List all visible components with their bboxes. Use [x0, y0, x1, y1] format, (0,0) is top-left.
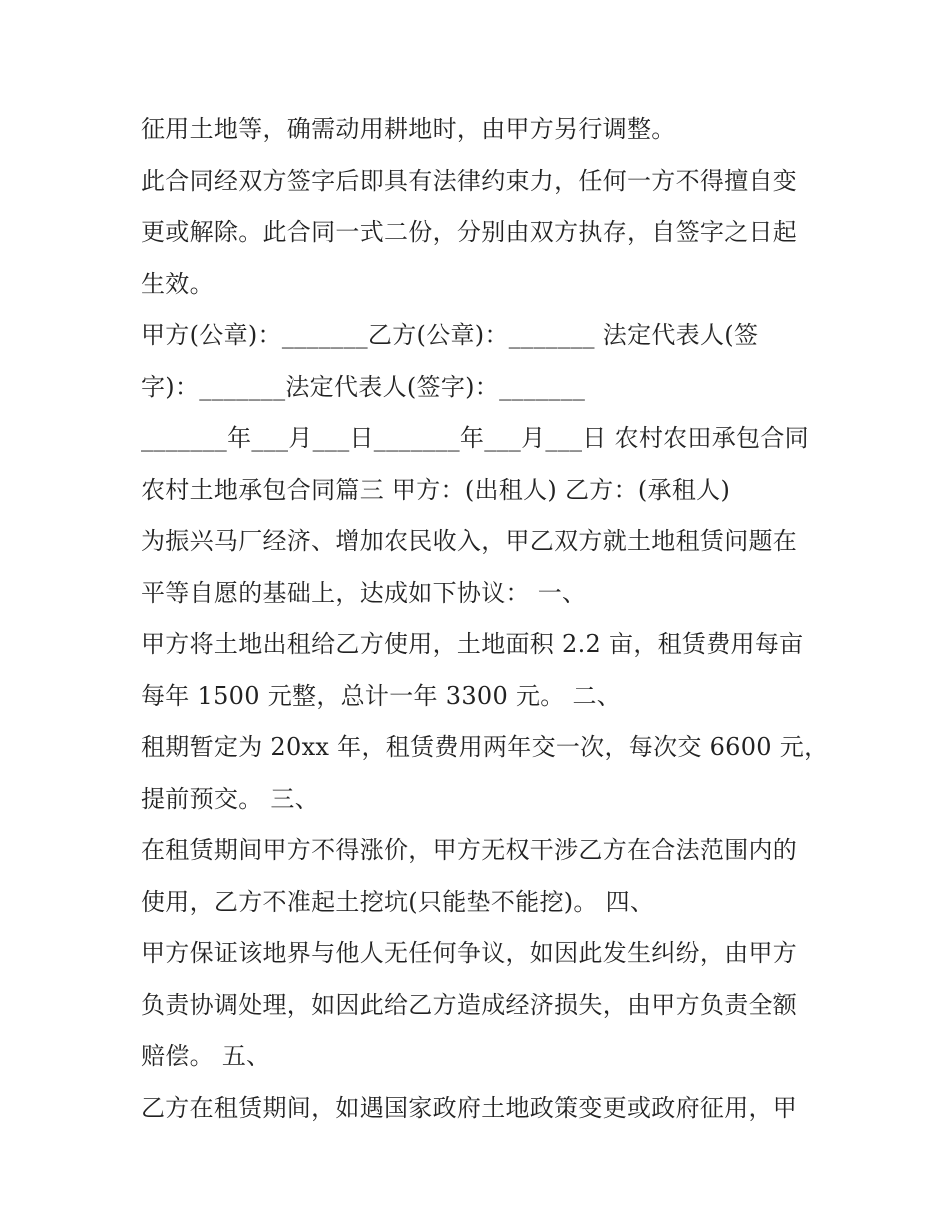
text-line: 提前预交。 三、 [141, 784, 320, 813]
text-line: 负责协调处理，如因此给乙方造成经济损失，由甲方负责全额 [141, 990, 798, 1019]
signature-line: 甲方(公章)：_______乙方(公章)：_______ 法定代表人(签 [141, 321, 759, 349]
date-line: _______年___月___日_______年___月___日 农村农田承包合同 [141, 424, 809, 452]
text-line: 为振兴马厂经济、增加农民收入，甲乙双方就土地租赁问题在 [141, 527, 798, 555]
text-line: 在租赁期间甲方不得涨价，甲方无权干涉乙方在合法范围内的 [141, 836, 798, 864]
text-line: 平等自愿的基础上，达成如下协议： 一、 [141, 578, 587, 607]
text-line: 生效。 [141, 269, 214, 298]
text-line: 使用，乙方不准起土挖坑(只能垫不能挖)。 四、 [141, 887, 655, 916]
text-line: 甲方将土地出租给乙方使用，土地面积 2.2 亩，租赁费用每亩 [141, 630, 804, 658]
signature-line: 字)：_______法定代表人(签字)：_______ [141, 372, 586, 401]
text-line: 每年 1500 元整，总计一年 3300 元。 二、 [141, 681, 622, 710]
section-heading: 农村土地承包合同篇三 甲方：(出租人) 乙方：(承租人) [141, 475, 731, 504]
text-line: 征用土地等，确需动用耕地时，由甲方另行调整。 [141, 115, 676, 143]
contract-body-text [141, 107, 829, 1137]
text-line: 乙方在租赁期间，如遇国家政府土地政策变更或政府征用，甲 [141, 1093, 798, 1122]
text-line: 租期暂定为 20xx 年，租赁费用两年交一次，每次交 6600 元， [141, 733, 829, 761]
text-line: 更或解除。此合同一式二份，分别由双方执存，自签字之日起 [141, 218, 798, 246]
text-line: 此合同经双方签字后即具有法律约束力，任何一方不得擅自变 [141, 166, 798, 195]
text-line: 赔偿。 五、 [141, 1042, 271, 1070]
text-line: 甲方保证该地界与他人无任何争议，如因此发生纠纷，由甲方 [141, 939, 798, 967]
